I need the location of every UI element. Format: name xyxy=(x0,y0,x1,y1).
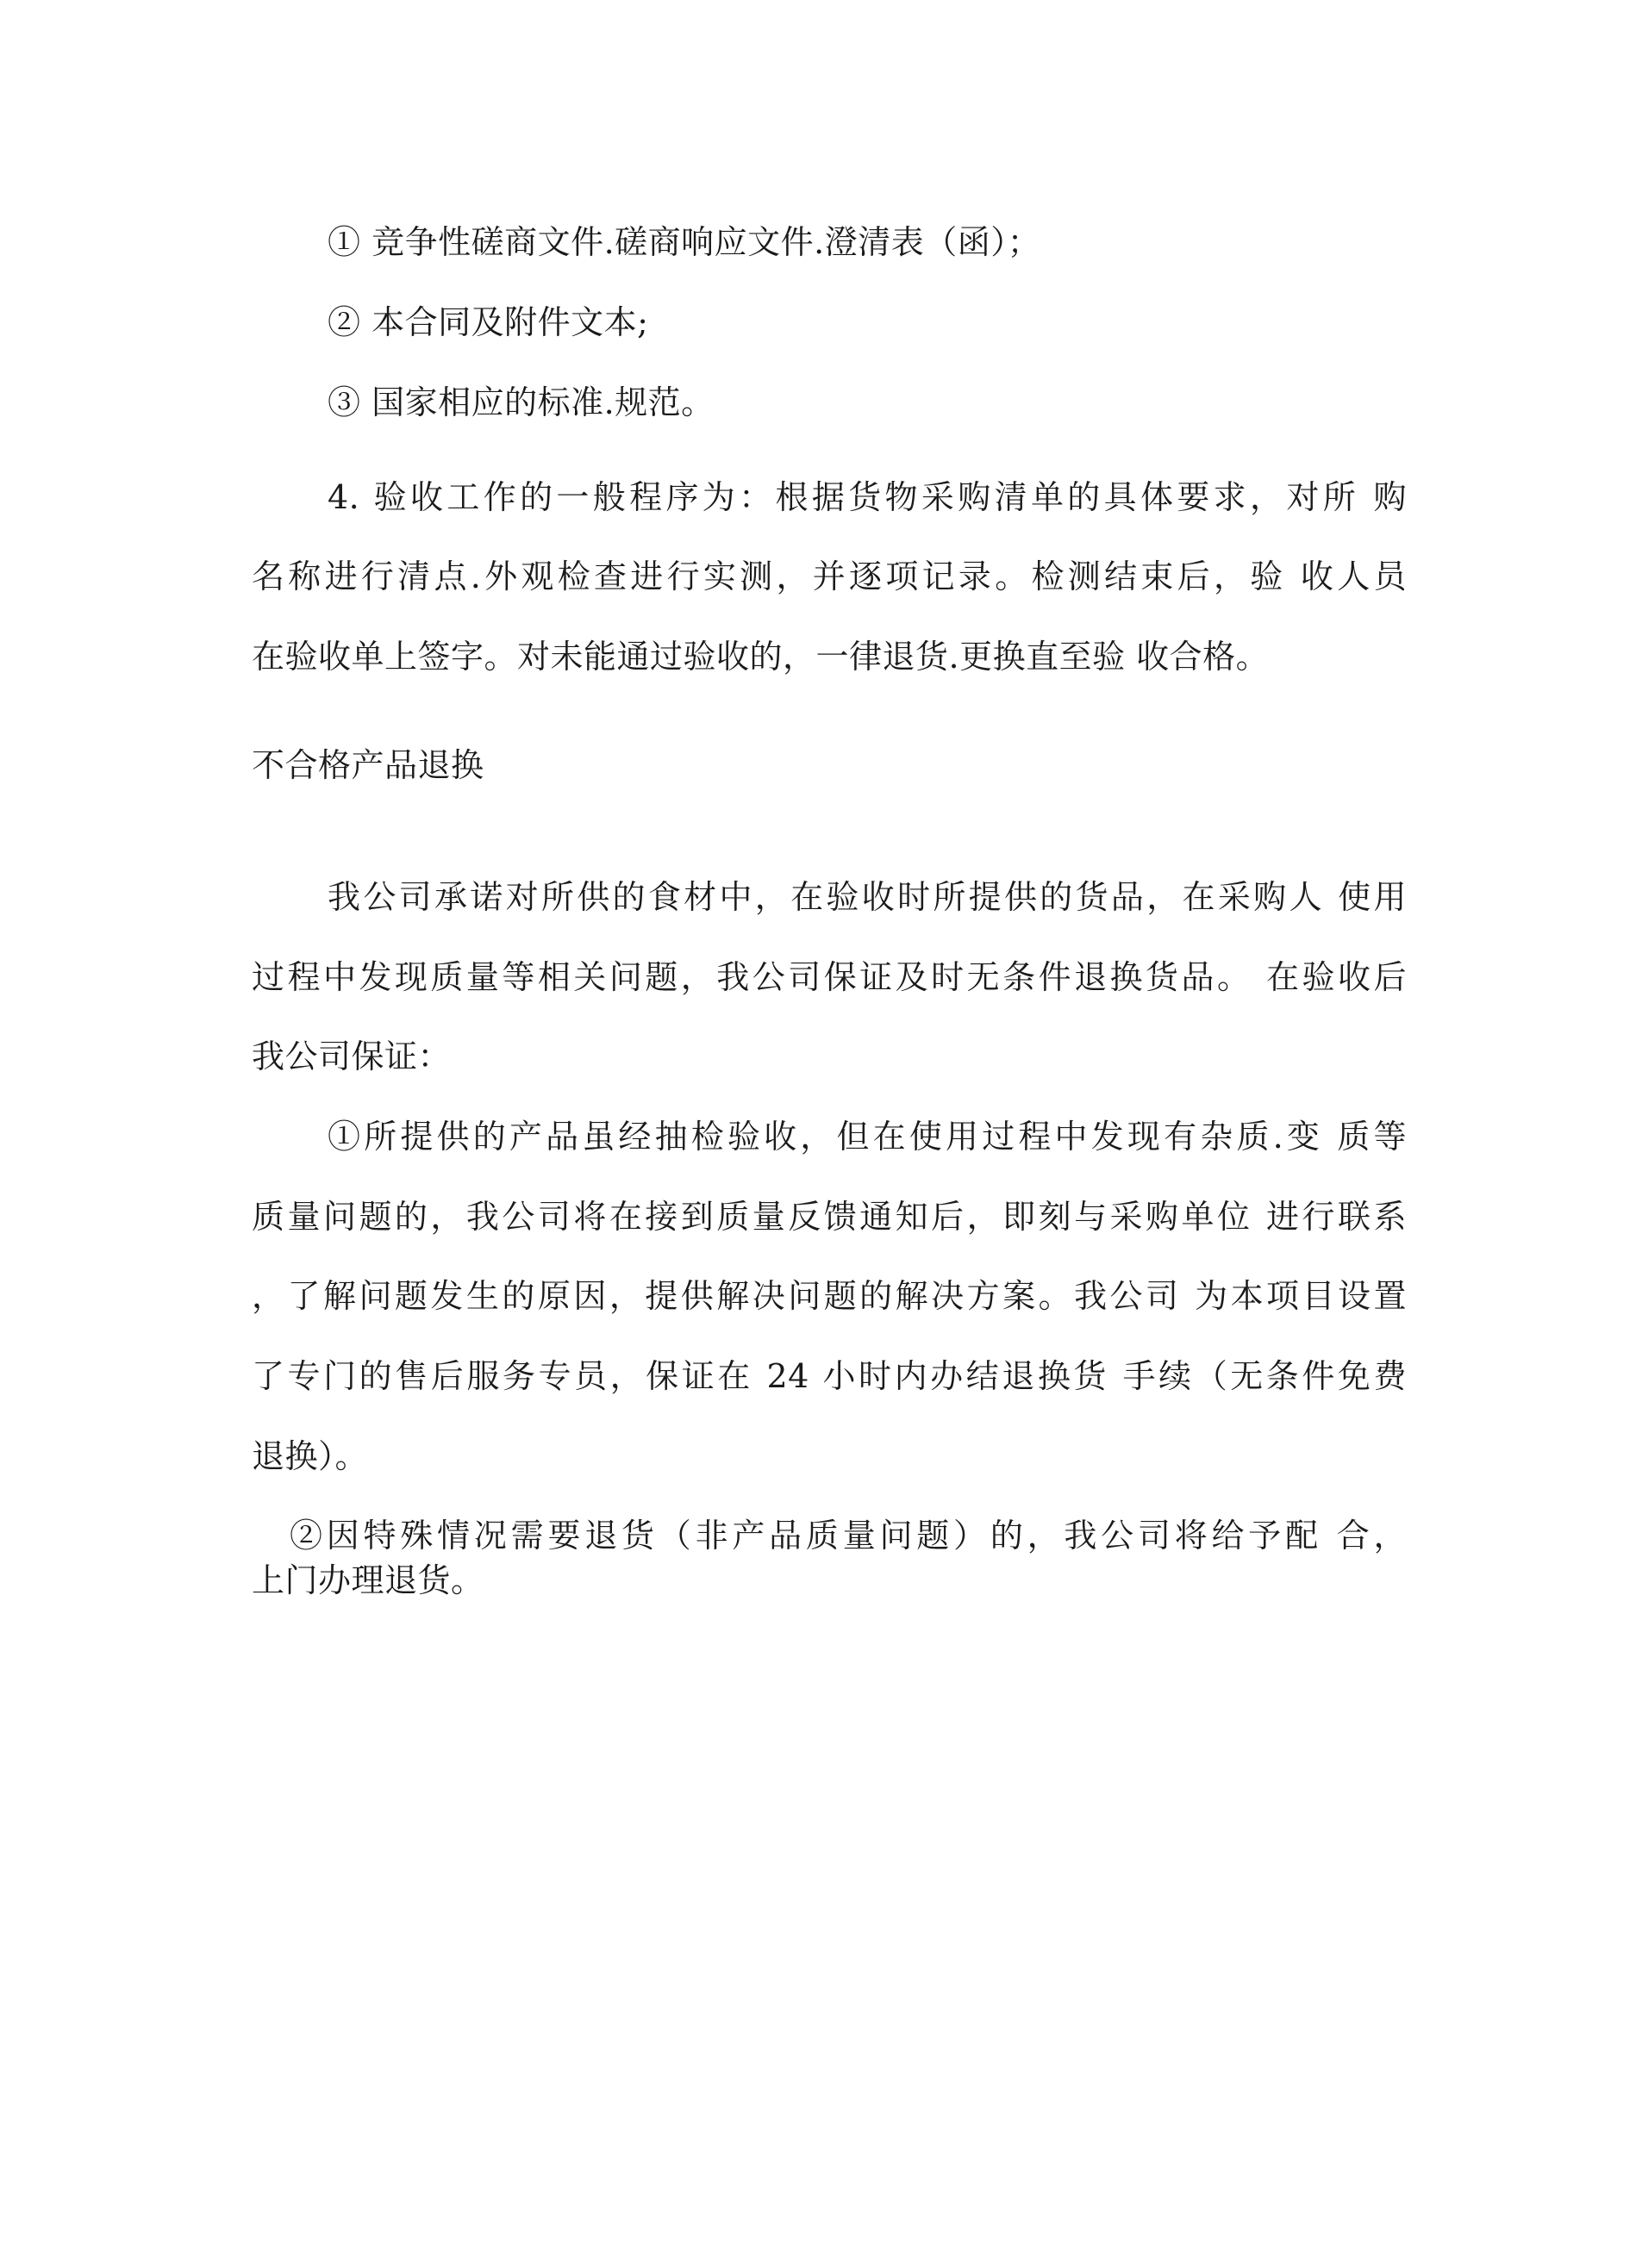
item1-line-5: 退换）。 xyxy=(252,1437,369,1475)
list-item-3: ③ 国家相应的标准.规范。 xyxy=(328,383,715,421)
commitment-line-3: 我公司保证： xyxy=(252,1037,452,1075)
list-item-2: ② 本合同及附件文本; xyxy=(328,303,649,341)
item1-line-4: 了专门的售后服务专员，保证在 24 小时内办结退换货 手续（无条件免费 xyxy=(252,1357,1407,1395)
section-heading: 不合格产品退换 xyxy=(252,746,484,784)
item1-line-3: ，了解问题发生的原因，提供解决问题的解决方案。我公司 为本项目设置 xyxy=(252,1277,1407,1315)
list-item-1: ① 竞争性磋商文件.磋商响应文件.澄清表（函）； xyxy=(328,223,1041,261)
commitment-line-1: 我公司承诺对所供的食材中，在验收时所提供的货品，在采购人 使用 xyxy=(328,878,1407,916)
item2-line-1: ②因特殊情况需要退货（非产品质量问题）的，我公司将给予配 合， xyxy=(290,1517,1407,1555)
item2-line-2: 上门办理退货。 xyxy=(252,1561,484,1599)
item1-line-2: 质量问题的，我公司将在接到质量反馈通知后，即刻与采购单位 进行联系 xyxy=(252,1198,1407,1236)
item1-line-1: ①所提供的产品虽经抽检验收，但在使用过程中发现有杂质.变 质等 xyxy=(328,1118,1407,1156)
procedure-line-1: 4. 验收工作的一般程序为：根据货物采购清单的具体要求，对所 购 xyxy=(328,478,1407,516)
procedure-line-3: 在验收单上签字。对未能通过验收的，一律退货.更换直至验 收合格。 xyxy=(252,638,1270,676)
commitment-line-2: 过程中发现质量等相关问题，我公司保证及时无条件退换货品。 在验收后 xyxy=(252,958,1407,996)
procedure-line-2: 名称进行清点.外观检查进行实测，并逐项记录。检测结束后，验 收人员 xyxy=(252,558,1407,595)
